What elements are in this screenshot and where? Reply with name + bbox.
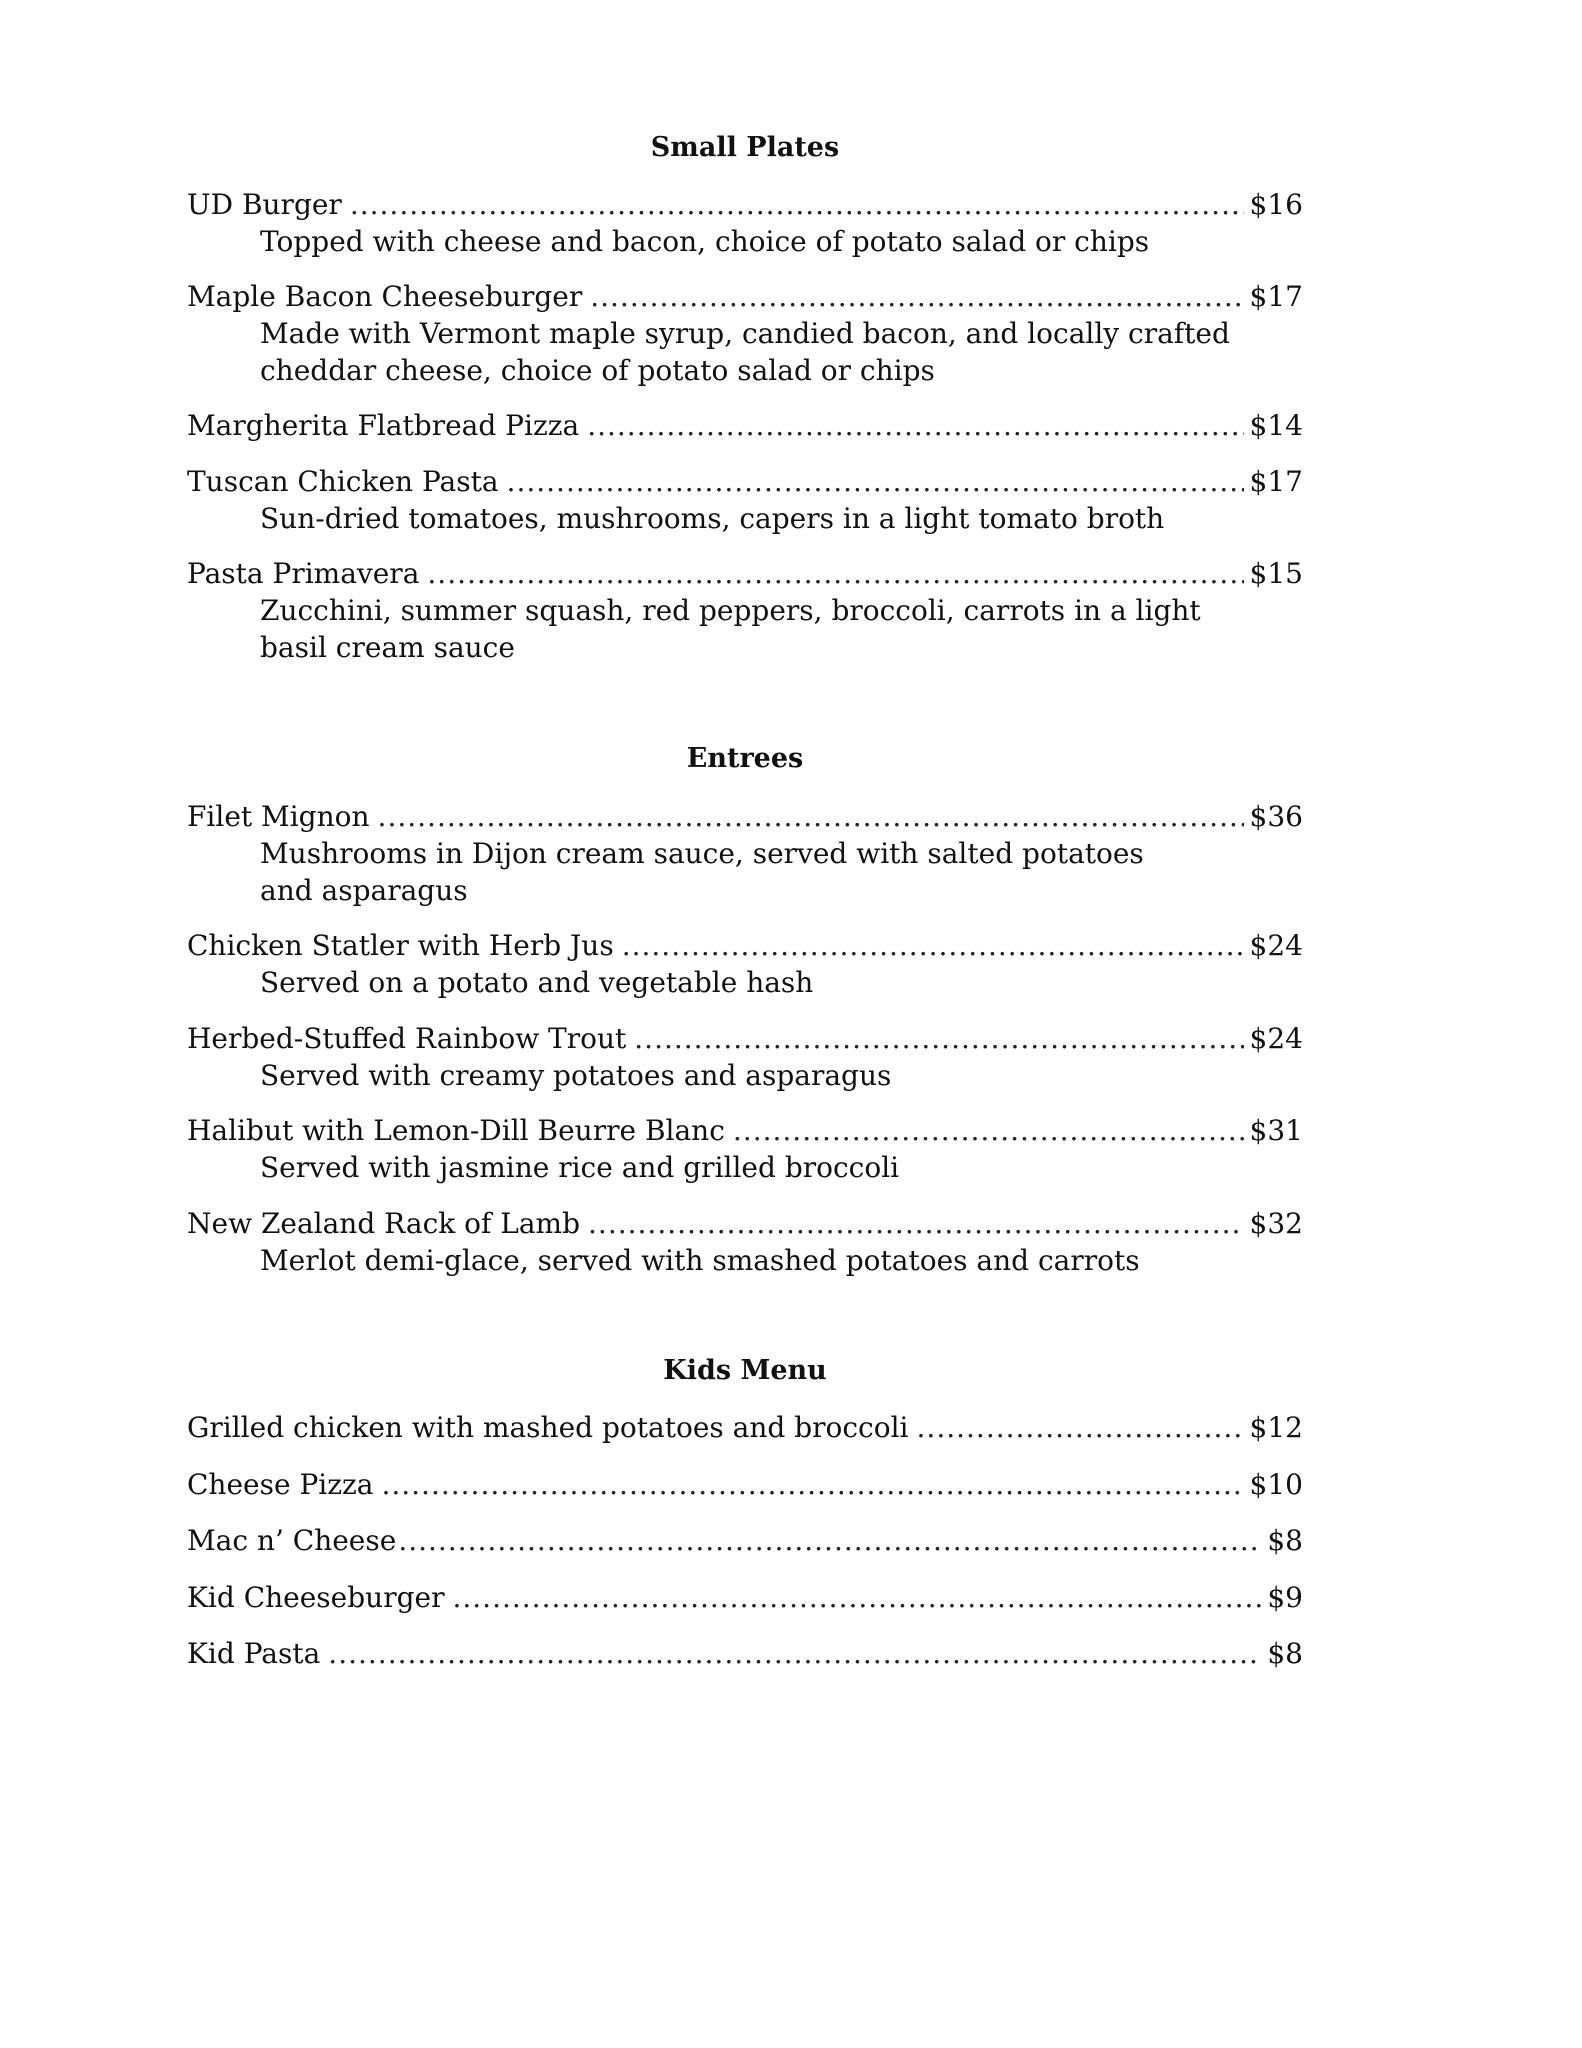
item-name: Mac n’ Cheese <box>187 1524 397 1557</box>
item-description: Merlot demi-glace, served with smashed potatoes and carrots <box>260 1244 1140 1277</box>
item-name: Cheese Pizza <box>187 1468 374 1501</box>
item-description: Zucchini, summer squash, red peppers, broccoli, carrots in a light basil cream sauce <box>260 594 1201 664</box>
item-price: $14 <box>1249 409 1303 442</box>
dot-leader <box>587 407 1243 444</box>
dot-leader <box>634 1020 1243 1057</box>
menu-item <box>187 1579 1303 1616</box>
dot-leader <box>378 798 1244 835</box>
item-price: $24 <box>1249 1022 1303 1055</box>
dot-leader <box>507 463 1244 500</box>
dot-leader <box>328 1635 1261 1672</box>
item-price: $36 <box>1249 800 1303 833</box>
menu-item <box>187 407 1303 444</box>
item-name: Pasta Primavera <box>187 557 420 590</box>
item-name: Herbed-Stuffed Rainbow Trout <box>187 1022 627 1055</box>
item-price: $17 <box>1249 280 1303 313</box>
item-description: Mushrooms in Dijon cream sauce, served with salted potatoes and asparagus <box>260 837 1144 907</box>
dot-leader <box>398 1522 1261 1559</box>
item-price: $10 <box>1249 1468 1303 1501</box>
menu-item <box>187 1409 1303 1446</box>
item-name: Margherita Flatbread Pizza <box>187 409 580 442</box>
dot-leader <box>452 1579 1261 1616</box>
item-price: $8 <box>1267 1524 1303 1557</box>
item-price: $9 <box>1267 1581 1303 1614</box>
item-description: Served on a potato and vegetable hash <box>260 966 814 999</box>
section-title-small-plates: Small Plates <box>650 132 840 163</box>
dot-leader <box>590 278 1243 315</box>
menu-item <box>187 555 1303 666</box>
dot-leader <box>381 1466 1243 1503</box>
item-name: Kid Pasta <box>187 1637 321 1670</box>
item-name: Tuscan Chicken Pasta <box>187 465 499 498</box>
item-description: Served with jasmine rice and grilled broccoli <box>260 1151 900 1184</box>
item-price: $32 <box>1249 1207 1303 1240</box>
dot-leader <box>427 555 1243 592</box>
menu-item <box>187 927 1303 1001</box>
menu-item <box>187 1635 1303 1672</box>
item-price: $16 <box>1249 188 1303 221</box>
menu-item <box>187 1020 1303 1094</box>
menu-item <box>187 463 1303 537</box>
menu-item <box>187 1466 1303 1503</box>
item-description: Served with creamy potatoes and asparagus <box>260 1059 892 1092</box>
item-name: Grilled chicken with mashed potatoes and broccoli <box>187 1411 909 1444</box>
menu-item <box>187 798 1303 909</box>
item-name: New Zealand Rack of Lamb <box>187 1207 581 1240</box>
menu-item <box>187 186 1303 260</box>
item-name: Maple Bacon Cheeseburger <box>187 280 583 313</box>
menu-item <box>187 1205 1303 1279</box>
item-description: Topped with cheese and bacon, choice of potato salad or chips <box>260 225 1150 258</box>
menu-item <box>187 278 1303 389</box>
item-description: Sun-dried tomatoes, mushrooms, capers in a light tomato broth <box>260 502 1165 535</box>
item-price: $15 <box>1249 557 1303 590</box>
menu-item <box>187 1112 1303 1186</box>
dot-leader <box>588 1205 1244 1242</box>
item-price: $31 <box>1249 1114 1303 1147</box>
item-name: Kid Cheeseburger <box>187 1581 445 1614</box>
item-price: $12 <box>1249 1411 1303 1444</box>
dot-leader <box>917 1409 1244 1446</box>
item-name: Filet Mignon <box>187 800 370 833</box>
item-price: $17 <box>1249 465 1303 498</box>
item-description: Made with Vermont maple syrup, candied bacon, and locally crafted cheddar cheese, choice of potato salad or chips <box>260 317 1230 387</box>
dot-leader <box>350 186 1244 223</box>
section-title-kids-menu: Kids Menu <box>663 1355 827 1386</box>
item-price: $8 <box>1267 1637 1303 1670</box>
dot-leader <box>622 927 1244 964</box>
item-name: UD Burger <box>187 188 342 221</box>
dot-leader <box>733 1112 1244 1149</box>
item-name: Halibut with Lemon-Dill Beurre Blanc <box>187 1114 725 1147</box>
item-price: $24 <box>1249 929 1303 962</box>
menu-item <box>187 1522 1303 1559</box>
section-title-entrees: Entrees <box>686 743 804 774</box>
item-name: Chicken Statler with Herb Jus <box>187 929 614 962</box>
